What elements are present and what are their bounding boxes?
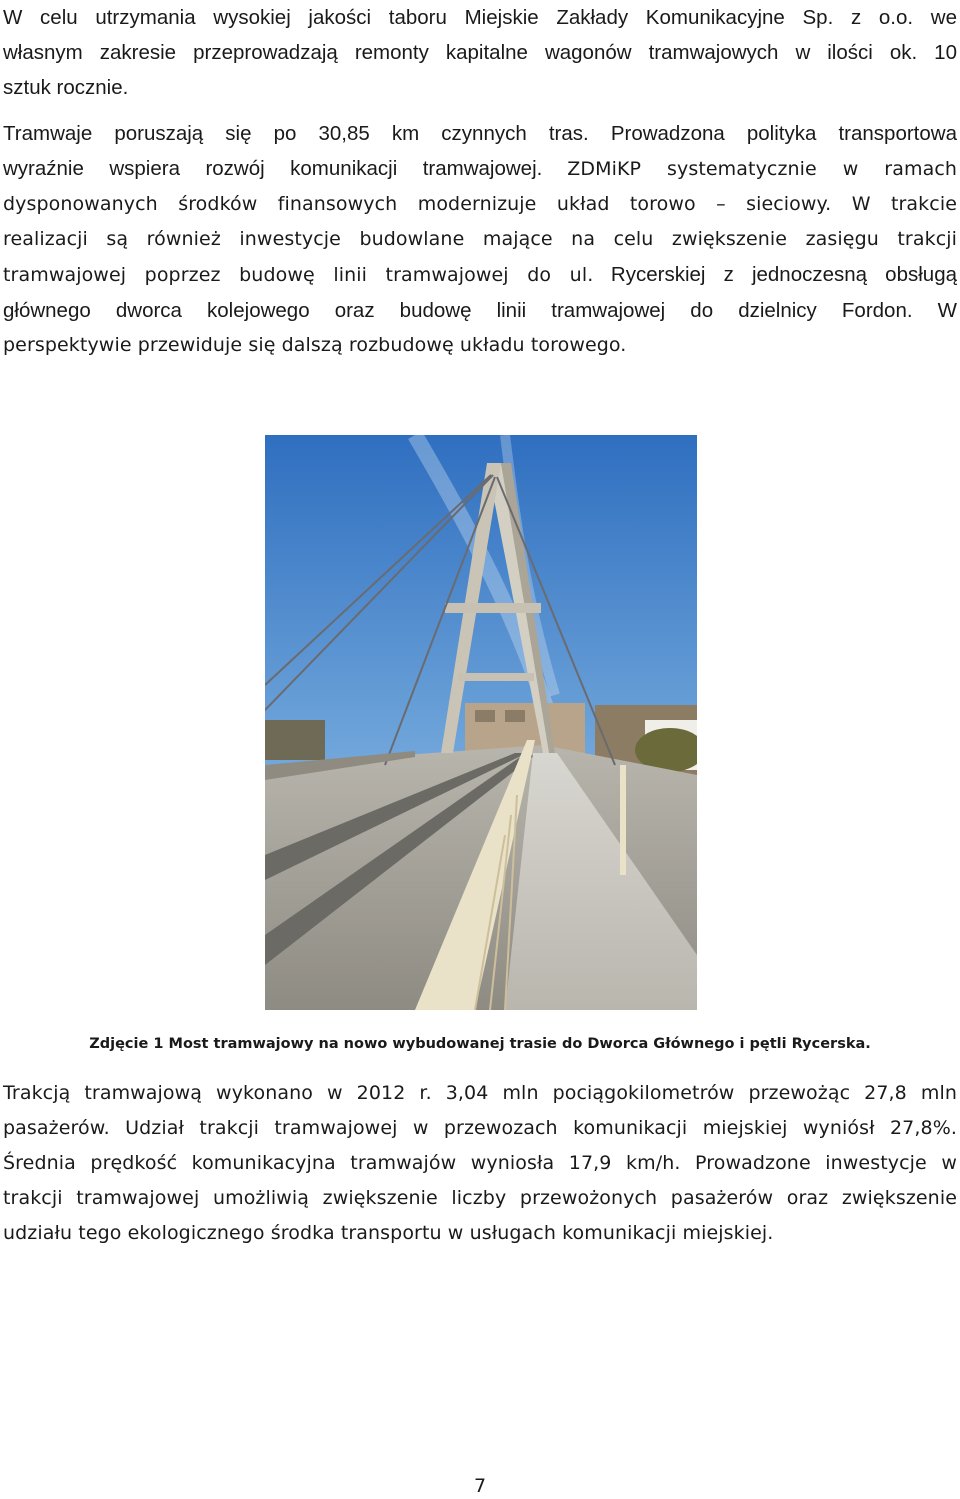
text-line: sztuk rocznie. [3, 76, 129, 99]
paragraph-maintenance [3, 0, 957, 105]
tram-bridge-photo [265, 435, 697, 1010]
text-line [3, 257, 957, 293]
text-line: udziału tego ekologicznego środka transportu w usługach komunikacji miejskiej. [3, 1222, 774, 1244]
text-line: dysponowanych środków finansowych modernizuje układ torowo – sieciowy. W trakcie [3, 193, 957, 215]
text-line: W celu utrzymania wysokiej jakości taboru Miejskie Zakłady Komunikacyjne Sp. z o.o. we [3, 6, 957, 29]
text-line: własnym zakresie przeprowadzają remonty kapitalne wagonów tramwajowych w ilości ok. 10 [3, 41, 957, 64]
text-segment: Rycerskiej z jednoczesną obsługą [610, 263, 957, 286]
page-number: 7 [473, 1475, 487, 1497]
text-line: realizacji są również inwestycje budowlane mające na celu zwiększenie zasięgu trakcji [3, 228, 957, 250]
text-line [3, 151, 957, 187]
paragraph-tram-statistics [3, 1076, 957, 1251]
figure-caption: Zdjęcie 1 Most tramwajowy na nowo wybudowanej trasie do Dworca Głównego i pętli Rycerska. [89, 1036, 871, 1052]
text-segment: ZDMiKP systematycznie w ramach [567, 158, 958, 180]
text-line: perspektywie przewiduje się dalszą rozbudowę układu torowego. [3, 334, 627, 356]
text-line: głównego dworca kolejowego oraz budowę linii tramwajowej do dzielnicy Fordon. W [3, 299, 957, 322]
text-segment: tramwajowej poprzez budowę linii tramwajowej do ul. [3, 264, 594, 286]
text-line: Tramwaje poruszają się po 30,85 km czynnych tras. Prowadzona polityka transportowa [3, 122, 957, 145]
text-line: trakcji tramwajowej umożliwią zwiększenie liczby przewożonych pasażerów oraz zwiększenie [3, 1187, 957, 1209]
text-line: Średnia prędkość komunikacyjna tramwajów wyniosła 17,9 km/h. Prowadzone inwestycje w [3, 1152, 957, 1174]
text-segment: wyraźnie wspiera rozwój komunikacji tramwajowej. [3, 157, 543, 180]
paragraph-tram-network [3, 116, 957, 363]
text-line: Trakcją tramwajową wykonano w 2012 r. 3,04 mln pociągokilometrów przewożąc 27,8 mln [3, 1082, 957, 1104]
text-line: pasażerów. Udział trakcji tramwajowej w przewozach komunikacji miejskiej wyniósł 27,8%. [3, 1117, 957, 1139]
